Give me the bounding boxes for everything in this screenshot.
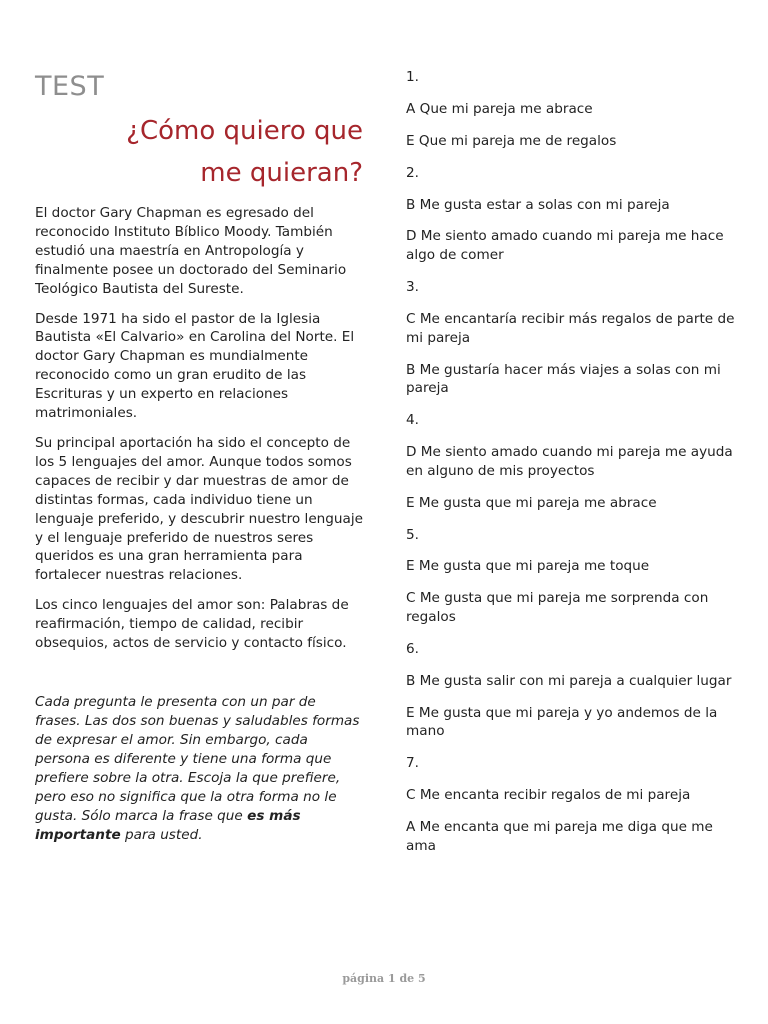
intro-paragraph-2: Desde 1971 ha sido el pastor de la Iglesia Bautista «El Calvario» en Carolina del Norte. El doctor Gary Chapman es mundialmente reconocido como un gran erudito de las Escrituras y un experto en relaciones matrimoniales. — [35, 310, 355, 422]
question-number: 2. — [406, 164, 419, 181]
question-option: B Me gusta estar a solas con mi pareja — [406, 196, 670, 213]
instructions-emphasis: es más importante — [35, 807, 301, 843]
question-number: 5. — [406, 526, 419, 543]
test-label: TEST — [35, 71, 105, 102]
question-option: A Me encanta que mi pareja me diga que me ama — [406, 819, 713, 854]
question-option: A Que mi pareja me abrace — [406, 100, 593, 117]
question-option: E Me gusta que mi pareja me toque — [406, 558, 650, 575]
question-number: 3. — [406, 279, 419, 296]
question-option: B Me gustaría hacer más viajes a solas con mi pareja — [406, 361, 721, 397]
instructions-text-before: Cada pregunta le presenta con un par de frases. Las dos son buenas y saludables formas de expresar el amor. Sin embargo, cada persona es diferente y tiene una forma que prefiere sobre la otra. Escoja la que prefiere, pero eso no significa que la otra forma no le gusta. Sólo marca la frase que — [35, 693, 360, 824]
question-number: 6. — [406, 640, 419, 657]
question-option: C Me gusta que mi pareja me sorprenda con regalos — [406, 590, 709, 625]
question-option: D Me siento amado cuando mi pareja me ayuda en alguno de mis proyectos — [406, 444, 733, 479]
question-number: 4. — [406, 412, 419, 429]
intro-paragraph-3: Su principal aportación ha sido el concepto de los 5 lenguajes del amor. Aunque todos somos capaces de recibir y dar muestras de amor de distintas formas, cada individuo tiene un lenguaje preferido, y descubrir nuestro lenguaje y el lenguaje preferido de nuestros seres queridos es una gran herramienta para fortalecer nuestras relaciones. — [35, 434, 364, 584]
page-title-line-2: me quieran? — [200, 158, 363, 188]
question-list — [406, 68, 736, 869]
instructions-paragraph — [35, 693, 363, 845]
question-option: C Me encanta recibir regalos de mi pareja — [406, 787, 691, 804]
question-option: E Que mi pareja me de regalos — [406, 132, 617, 149]
question-number: 1. — [406, 69, 419, 85]
question-option: C Me encantaría recibir más regalos de parte de mi pareja — [406, 310, 735, 346]
intro-paragraph-1: El doctor Gary Chapman es egresado del reconocido Instituto Bíblico Moody. También estudió una maestría en Antropología y finalmente posee un doctorado del Seminario Teológico Bautista del Sureste. — [35, 205, 347, 297]
question-option: D Me siento amado cuando mi pareja me hace algo de comer — [406, 228, 724, 264]
question-number: 7. — [406, 755, 419, 772]
instructions-text-after: para usted. — [120, 826, 203, 843]
question-option: E Me gusta que mi pareja y yo andemos de la mano — [406, 704, 718, 740]
page-title — [35, 110, 363, 194]
intro-paragraph-4: Los cinco lenguajes del amor son: Palabras de reafirmación, tiempo de calidad, recibir obsequios, actos de servicio y contacto físico. — [35, 597, 349, 652]
page-footer: página 1 de 5 — [342, 972, 426, 985]
question-option: B Me gusta salir con mi pareja a cualquier lugar — [406, 672, 732, 689]
question-option: E Me gusta que mi pareja me abrace — [406, 494, 657, 511]
left-column — [35, 70, 363, 845]
page-title-line-1: ¿Cómo quiero que — [126, 116, 363, 146]
